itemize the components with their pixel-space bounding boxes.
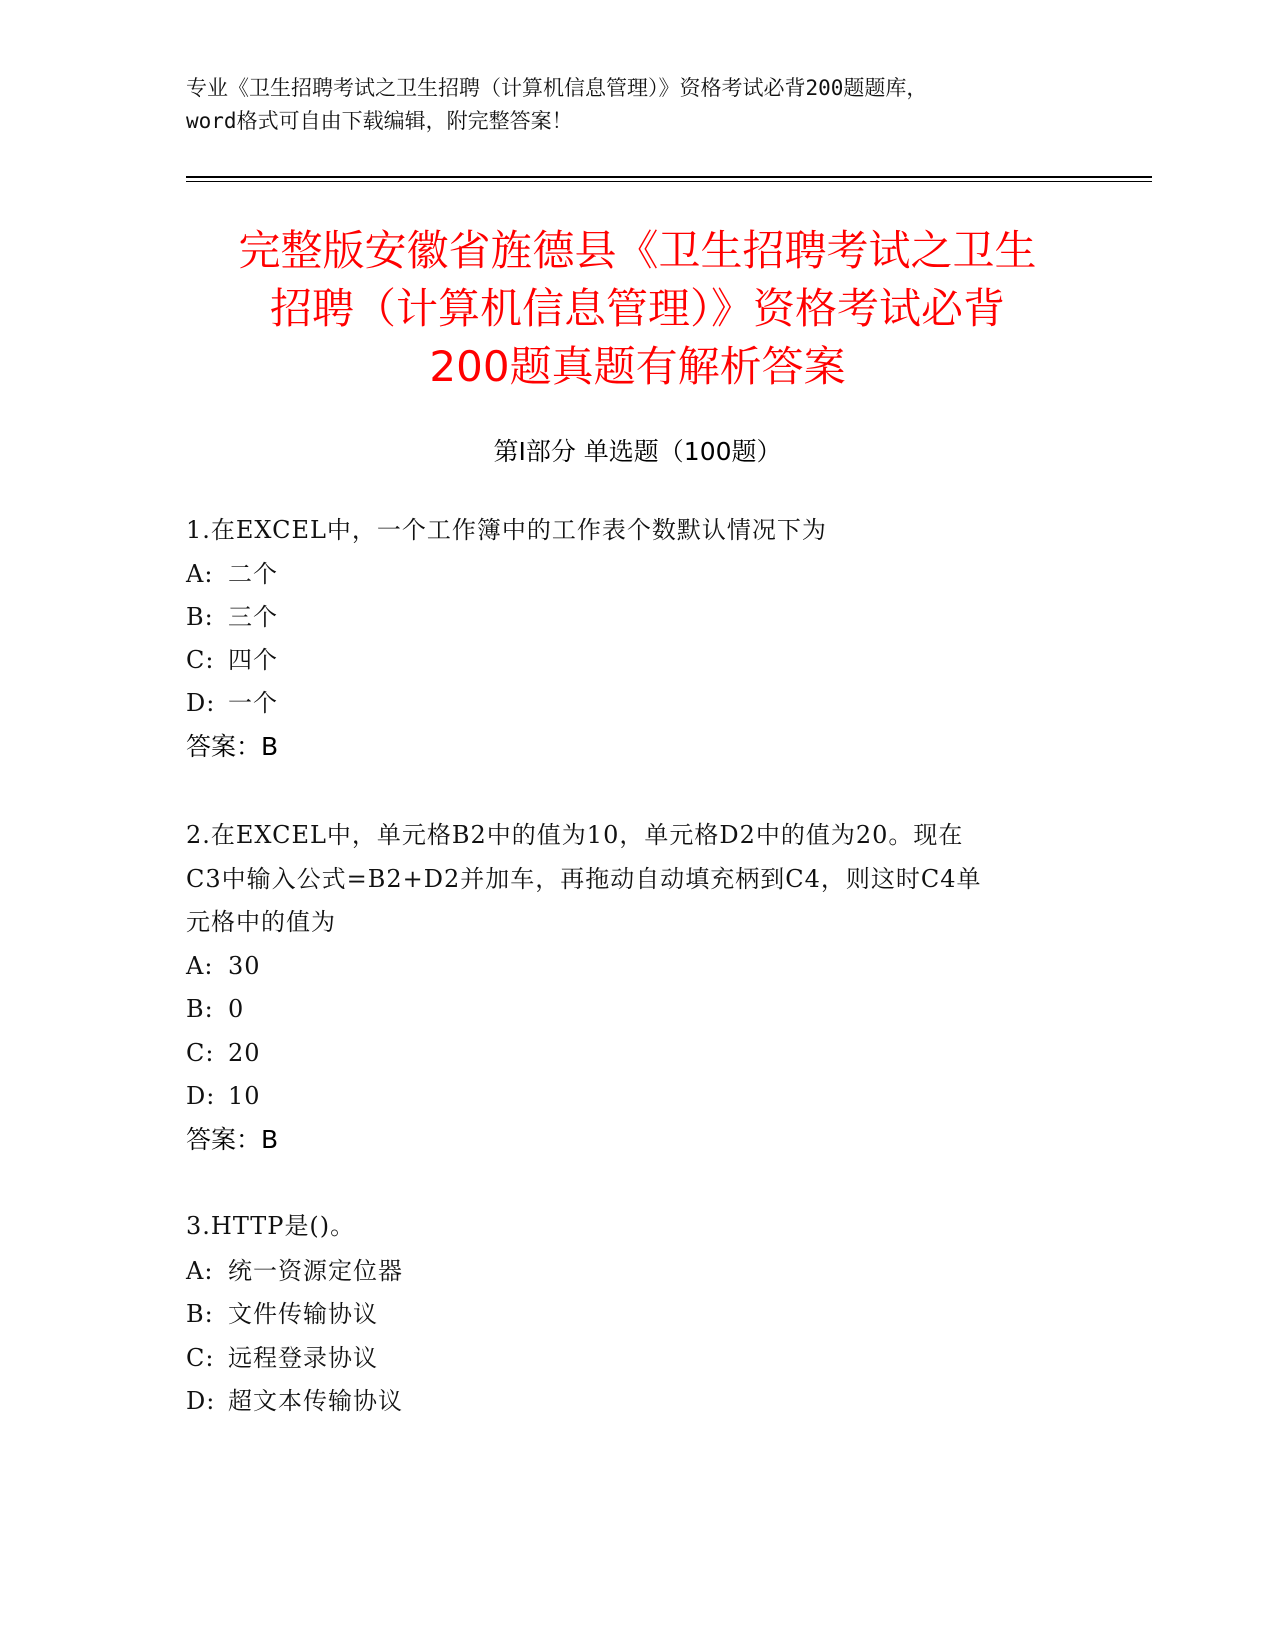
option-text: 超文本传输协议	[228, 1387, 403, 1415]
option-label: A:	[186, 952, 214, 980]
header-note-line-2: word格式可自由下载编辑，附完整答案！	[186, 109, 573, 133]
page-title-line-2: 招聘（计算机信息管理）》资格考试必背	[269, 284, 1005, 333]
option-label: C:	[186, 646, 215, 674]
question-2-answer: 答案：B	[186, 1125, 279, 1154]
option-text: 统一资源定位器	[228, 1257, 403, 1285]
option-label: D:	[186, 1082, 216, 1110]
option-label: B:	[186, 1300, 214, 1328]
option-text: 二个	[228, 560, 278, 588]
option-text: 四个	[228, 646, 278, 674]
question-1-option-a	[186, 552, 278, 597]
question-2-stem-line-2: C3中输入公式=B2+D2并加车，再拖动自动填充柄到C4，则这时C4单	[186, 865, 982, 893]
header-note-line-1: 专业《卫生招聘考试之卫生招聘（计算机信息管理）》资格考试必背200题题库，	[186, 76, 928, 100]
question-2-stem-line-3: 元格中的值为	[186, 908, 336, 936]
option-label: B:	[186, 603, 214, 631]
question-1-answer: 答案：B	[186, 732, 279, 761]
option-text: 三个	[228, 603, 278, 631]
question-2-option-c	[186, 1031, 261, 1076]
option-text: 远程登录协议	[228, 1344, 378, 1372]
option-text: 文件传输协议	[228, 1300, 378, 1328]
header-divider-thin	[186, 181, 1152, 182]
question-1-option-b	[186, 595, 278, 640]
option-label: D:	[186, 689, 216, 717]
question-3-option-c	[186, 1336, 378, 1381]
header-note	[186, 72, 1086, 138]
option-label: B:	[186, 995, 214, 1023]
option-text: 0	[228, 995, 245, 1023]
option-label: C:	[186, 1344, 215, 1372]
option-text: 一个	[228, 689, 278, 717]
page-title-line-3: 200题真题有解析答案	[429, 342, 846, 391]
option-label: C:	[186, 1039, 215, 1067]
page-title	[150, 222, 1125, 396]
question-1-stem: 1.在EXCEL中，一个工作簿中的工作表个数默认情况下为	[186, 516, 827, 544]
option-label: A:	[186, 1257, 214, 1285]
question-3-stem: 3.HTTP是()。	[186, 1212, 356, 1240]
option-text: 30	[228, 952, 261, 980]
question-3-option-b	[186, 1292, 378, 1337]
question-2-option-a	[186, 944, 261, 989]
question-1-option-d	[186, 681, 278, 726]
question-3-option-a	[186, 1249, 403, 1294]
option-text: 10	[228, 1082, 261, 1110]
question-2-stem-line-1: 2.在EXCEL中，单元格B2中的值为10，单元格D2中的值为20。现在	[186, 821, 964, 849]
section-title: 第I部分 单选题（100题）	[493, 437, 782, 466]
question-1-option-c	[186, 638, 278, 683]
header-divider-thick	[186, 176, 1152, 178]
option-label: D:	[186, 1387, 216, 1415]
page-title-line-1: 完整版安徽省旌德县《卫生招聘考试之卫生	[238, 226, 1037, 275]
question-2-option-b	[186, 987, 244, 1032]
option-label: A:	[186, 560, 214, 588]
question-3-option-d	[186, 1379, 403, 1424]
option-text: 20	[228, 1039, 261, 1067]
question-2-option-d	[186, 1074, 261, 1119]
